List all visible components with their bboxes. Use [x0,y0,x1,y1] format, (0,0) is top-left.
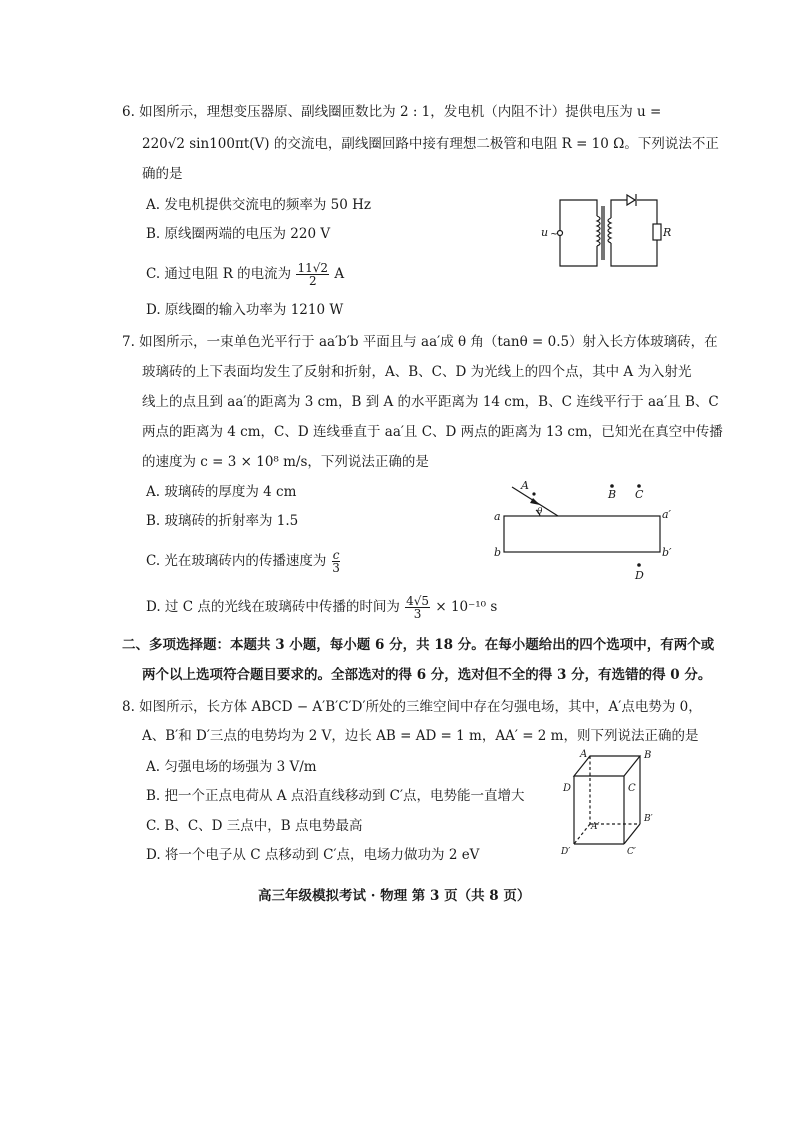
q6-option-c [146,262,344,287]
q7-stem-line-2: 玻璃砖的上下表面均发生了反射和折射，A、B、C、D 为光线上的四个点，其中 A 为入射光 [142,364,692,380]
q6-stem-line-3: 确的是 [142,166,183,182]
section-2-heading: 二、多项选择题：本题共 3 小题，每小题 6 分，共 18 分。在每小题给出的四个选项中，有两个或 [122,637,715,653]
q7-stem-line-1: 7. 如图所示，一束单色光平行于 aa′b′b 平面且与 aa′成 θ 角（tanθ = 0.5）射入长方体玻璃砖，在 [122,334,718,350]
q7-option-d-tail: × 10⁻¹⁰ s [435,599,498,615]
q7-stem-line-3: 线上的点且到 aa′的距离为 3 cm，B 到 A 的水平距离为 14 cm，B、C 连线平行于 aa′且 B、C [142,394,719,410]
q7-fig-label-b-prime: b′ [662,546,672,559]
q6-option-c-text: C. 通过电阻 R 的电流为 [146,266,292,282]
q6-fig-label-u: u [541,226,549,239]
q6-fig-label-r: R [663,226,672,239]
q8-fig-label-B-prime: B′ [644,814,653,824]
q7-option-d-fraction [405,595,430,620]
q8-cuboid-figure [556,746,668,858]
q7-fig-label-D: D [635,569,644,582]
q7-option-c-fraction [332,549,341,574]
q7-stem-line-5: 的速度为 c = 3 × 10⁸ m/s，下列说法正确的是 [142,454,429,470]
q8-option-c: C. B、C、D 三点中，B 点电势最高 [146,818,363,834]
q7-glass-brick-figure [488,476,684,582]
q8-fig-label-A-prime: A′ [591,822,600,832]
q7-fig-label-b: b [494,546,502,559]
page-footer: 高三年级模拟考试 · 物理 第 3 页（共 8 页） [258,888,531,904]
q6-fig-label-ac-symbol: ~ [550,229,559,240]
q7-fig-label-A: A [521,479,529,492]
q8-stem-line-1: 8. 如图所示，长方体 ABCD − A′B′C′D′所处的三维空间中存在匀强电场，其中，A′点电势为 0， [122,699,702,715]
q7-option-d-denominator: 3 [413,607,422,621]
q6-option-d: D. 原线圈的输入功率为 1210 W [146,302,344,318]
q6-option-c-fraction [296,262,329,287]
q7-option-c-text: C. 光在玻璃砖内的传播速度为 [146,553,327,569]
q7-option-c-denominator: 3 [332,561,340,575]
q6-option-c-denominator: 2 [308,274,317,288]
q7-option-d-numerator: 4√5 [406,594,430,608]
q8-fig-label-C: C [628,783,636,794]
q8-fig-label-D: D [563,783,572,794]
q8-fig-label-D-prime: D′ [561,847,571,857]
q7-stem-line-4: 两点的距离为 4 cm，C、D 连线垂直于 aa′且 C、D 两点的距离为 13 cm，已知光在真空中传播 [142,424,723,440]
q7-fig-label-theta: θ [537,507,543,517]
q7-fig-label-B: B [608,488,617,501]
q6-transformer-circuit-figure [535,188,672,270]
q6-option-a: A. 发电机提供交流电的频率为 50 Hz [146,197,371,213]
q8-option-d: D. 将一个电子从 C 点移动到 C′点，电场力做功为 2 eV [146,847,480,863]
q8-fig-label-A: A [580,749,588,760]
q7-option-c [146,549,341,574]
q6-option-c-unit: A [334,266,345,282]
q6-option-b: B. 原线圈两端的电压为 220 V [146,226,331,242]
q7-option-b: B. 玻璃砖的折射率为 1.5 [146,513,299,529]
q8-option-b: B. 把一个正点电荷从 A 点沿直线移动到 C′点，电势能一直增大 [146,788,525,804]
q7-option-d-text: D. 过 C 点的光线在玻璃砖中传播的时间为 [146,599,400,615]
q6-stem-line-1: 6. 如图所示，理想变压器原、副线圈匝数比为 2 : 1，发电机（内阻不计）提供电压为 u = [122,104,662,120]
q7-fig-label-a-prime: a′ [662,508,672,521]
q8-fig-label-C-prime: C′ [627,847,636,857]
q8-fig-label-B: B [644,750,652,761]
q7-fig-label-C: C [635,488,644,501]
q6-option-c-numerator: 11√2 [297,261,329,275]
q7-option-a: A. 玻璃砖的厚度为 4 cm [146,484,297,500]
q8-stem-line-2: A、B′和 D′三点的电势均为 2 V，边长 AB = AD = 1 m，AA′ = 2 m，则下列说法正确的是 [142,728,699,744]
q7-option-c-numerator: c [332,548,340,562]
q7-fig-label-a: a [494,510,501,523]
q7-option-d [146,595,497,620]
q8-option-a: A. 匀强电场的场强为 3 V/m [146,759,317,775]
q6-stem-line-2: 220√2 sin100πt(V) 的交流电，副线圈回路中接有理想二极管和电阻 R = 10 Ω。下列说法不正 [142,136,719,152]
section-2-instructions: 两个以上选项符合题目要求的。全部选对的得 6 分，选对但不全的得 3 分，有选错的得 0 分。 [142,667,712,683]
